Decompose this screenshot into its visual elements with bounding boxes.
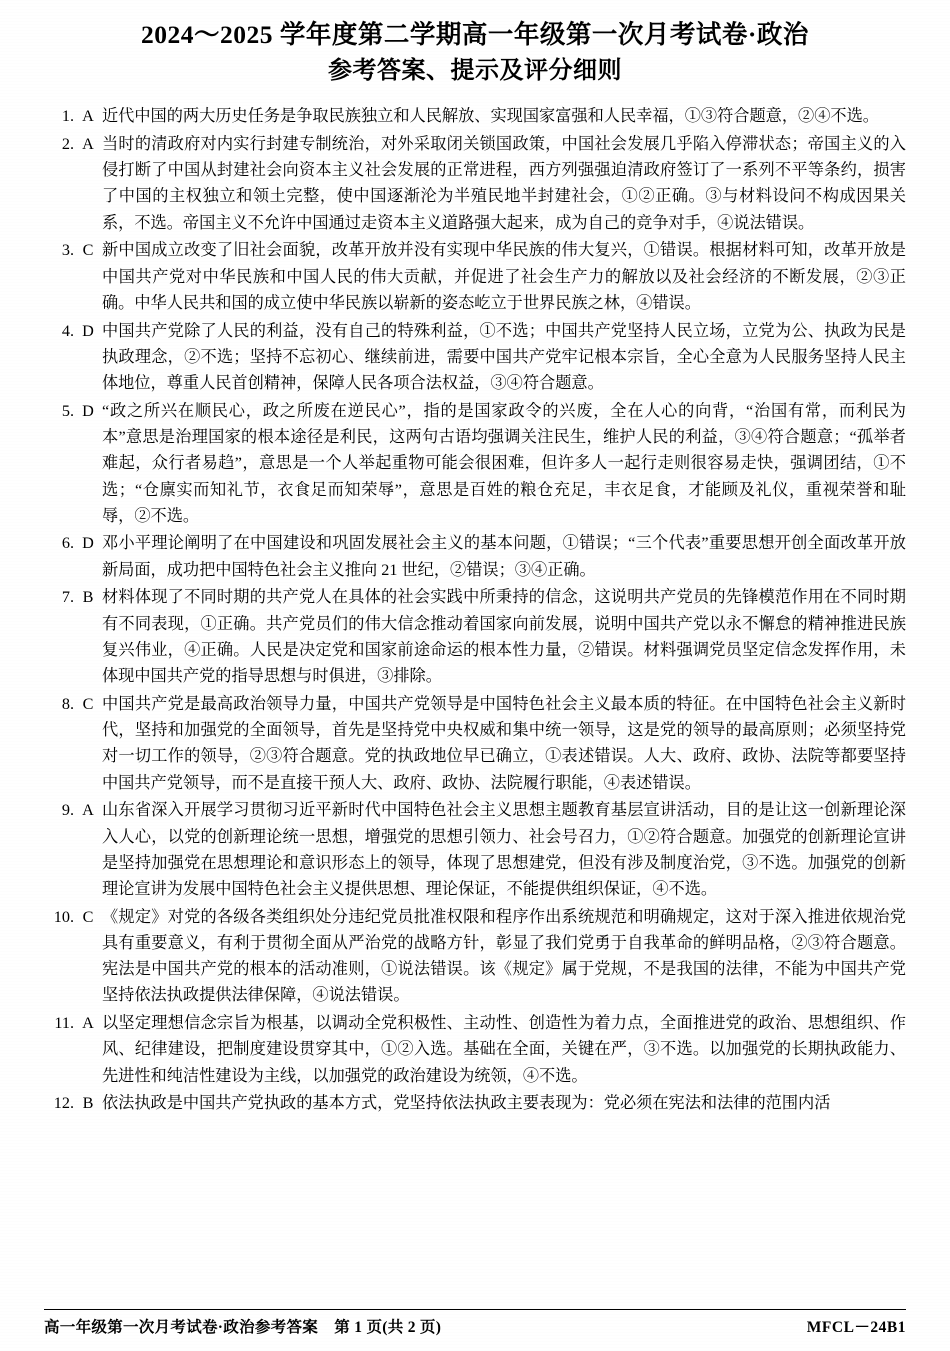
answer-explanation: “政之所兴在顺民心，政之所废在逆民心”，指的是国家政令的兴废，全在人心的向背，“治国有常，而利民为本”意思是治理国家的根本途径是利民，这两句古语均强调关注民生，维护人民的利益，③④符合题意；“孤举者难起，众行者易趋”，意思是一个人举起重物可能会很困难，但许多人一起行走则很容易走快，强调团结，①不选；“仓廪实而知礼节，衣食足而知荣辱”，意思是百姓的粮仓充足，丰衣足食，才能顾及礼仪，重视荣誉和耻辱，②不选。	[102, 401, 906, 525]
answer-explanation: 中国共产党是最高政治领导力量，中国共产党领导是中国特色社会主义最本质的特征。在中国特色社会主义新时代，坚持和加强党的全面领导，首先是坚持党中央权威和集中统一领导，这是党的领导的最高原则；必须坚持党对一切工作的领导，②③符合题意。党的执政地位早已确立，①表述错误。人大、政府、政协、法院等都要坚持中国共产党领导，而不是直接干预人大、政府、政协、法院履行职能，④表述错误。	[102, 694, 906, 792]
page-footer	[0, 1309, 950, 1337]
answer-letter: C	[82, 241, 94, 260]
footer-left	[44, 1315, 441, 1337]
answer-number: 1.	[61, 107, 74, 126]
answer-explanation: 以坚定理想信念宗旨为根基，以调动全党积极性、主动性、创造性为着力点，全面推进党的政治、思想组织、作风、纪律建设，把制度建设贯穿其中，①②入选。基础在全面，关键在严，③不选。以加强党的长期执政能力、先进性和纯洁性建设为主线，以加强党的政治建设为统领，④不选。	[102, 1014, 906, 1085]
answer-item	[44, 318, 906, 397]
page-subtitle: 参考答案、提示及评分细则	[328, 58, 622, 85]
answer-explanation: 《规定》对党的各级各类组织处分违纪党员批准权限和程序作出系统规范和明确规定，这对于深入推进依规治党具有重要意义，有利于贯彻全面从严治党的战略方针，彰显了我们党勇于自我革命的鲜明品格，②③符合题意。宪法是中国共产党的根本的活动准则，①说法错误。该《规定》属于党规，不是我国的法律，不能为中国共产党坚持依法执政提供法律保障，④说法错误。	[102, 907, 906, 1005]
answer-explanation: 当时的清政府对内实行封建专制统治，对外采取闭关锁国政策，中国社会发展几乎陷入停滞状态；帝国主义的入侵打断了中国从封建社会向资本主义社会发展的正常进程，西方列强强迫清政府签订了一系列不平等条约，损害了中国的主权独立和领土完整，使中国逐渐沦为半殖民地半封建社会，①②正确。③与材料设问不构成因果关系，不选。帝国主义不允许中国通过走资本主义道路强大起来，成为自己的竞争对手，④说法错误。	[102, 134, 906, 232]
answer-item	[44, 691, 906, 796]
answer-number: 7.	[61, 588, 74, 607]
answer-letter: D	[82, 321, 94, 340]
answer-item	[44, 797, 906, 902]
answer-letter: A	[82, 801, 94, 820]
footer-page-number: 第 1 页(共 2 页)	[334, 1319, 442, 1336]
page-title: 2024～2025 学年度第二学期高一年级第一次月考试卷·政治	[141, 20, 809, 49]
answer-item	[44, 237, 906, 316]
answer-item	[44, 530, 906, 582]
answer-letter: C	[82, 694, 94, 713]
answer-number: 6.	[61, 534, 74, 553]
answer-item	[44, 904, 906, 1009]
answers-list	[44, 103, 906, 1116]
answer-letter: B	[82, 588, 94, 607]
answer-item	[44, 398, 906, 529]
answer-explanation: 新中国成立改变了旧社会面貌，改革开放并没有实现中华民族的伟大复兴，①错误。根据材料可知，改革开放是中国共产党对中华民族和中国人民的伟大贡献，并促进了社会生产力的解放以及社会经济的不断发展，②③正确。中华人民共和国的成立使中华民族以崭新的姿态屹立于世界民族之林，④错误。	[102, 241, 906, 312]
answer-number: 4.	[61, 321, 74, 340]
answer-number: 10.	[53, 907, 74, 926]
answer-letter: A	[82, 107, 94, 126]
answer-item	[44, 1010, 906, 1089]
answer-item	[44, 131, 906, 236]
answer-number: 11.	[54, 1014, 74, 1033]
answer-letter: D	[82, 401, 94, 420]
answer-item	[44, 1090, 906, 1116]
footer-exam-name: 高一年级第一次月考试卷·政治参考答案	[44, 1319, 319, 1336]
answer-item	[44, 584, 906, 689]
answer-number: 2.	[61, 134, 74, 153]
answer-letter: A	[82, 1014, 94, 1033]
answer-explanation: 山东省深入开展学习贯彻习近平新时代中国特色社会主义思想主题教育基层宣讲活动，目的是让这一创新理论深入人心，以党的创新理论统一思想，增强党的思想引领力、社会号召力，①②符合题意。加强党的创新理论宣讲是坚持加强党在思想理论和意识形态上的领导，体现了思想建党，但没有涉及制度治党，③不选。加强党的创新理论宣讲为发展中国特色社会主义提供思想、理论保证，不能提供组织保证，④不选。	[102, 801, 906, 899]
footer-paper-code: MFCL－24B1	[806, 1319, 906, 1336]
answer-letter: B	[82, 1094, 94, 1113]
answer-number: 8.	[61, 694, 74, 713]
answer-explanation: 近代中国的两大历史任务是争取民族独立和人民解放、实现国家富强和人民幸福，①③符合题意，②④不选。	[102, 107, 879, 126]
answer-explanation: 材料体现了不同时期的共产党人在具体的社会实践中所秉持的信念，这说明共产党员的先锋模范作用在不同时期有不同表现，①正确。共产党员们的伟大信念推动着国家向前发展，说明中国共产党以永不懈怠的精神推进民族复兴伟业，④正确。人民是决定党和国家前途命运的根本性力量，②错误。材料强调党员坚定信念发挥作用，未体现中国共产党的指导思想与时俱进，③排除。	[102, 588, 906, 686]
answer-item	[44, 103, 906, 129]
answer-explanation: 依法执政是中国共产党执政的基本方式，党坚持依法执政主要表现为：党必须在宪法和法律的范围内活	[102, 1094, 831, 1113]
answer-explanation: 邓小平理论阐明了在中国建设和巩固发展社会主义的基本问题，①错误；“三个代表”重要思想开创全面改革开放新局面，成功把中国特色社会主义推向 21 世纪，②错误；③④正确。	[102, 534, 906, 579]
answer-letter: A	[82, 134, 94, 153]
answer-letter: C	[82, 907, 94, 926]
answer-number: 9.	[61, 801, 74, 820]
answer-number: 12.	[53, 1094, 74, 1113]
answer-number: 3.	[61, 241, 74, 260]
answer-number: 5.	[61, 401, 74, 420]
answer-explanation: 中国共产党除了人民的利益，没有自己的特殊利益，①不选；中国共产党坚持人民立场，立党为公、执政为民是执政理念，②不选；坚持不忘初心、继续前进，需要中国共产党牢记根本宗旨，全心全意为人民服务坚持人民主体地位，尊重人民首创精神，保障人民各项合法权益，③④符合题意。	[102, 321, 906, 393]
page-title-block	[44, 18, 906, 89]
answer-letter: D	[82, 534, 94, 553]
